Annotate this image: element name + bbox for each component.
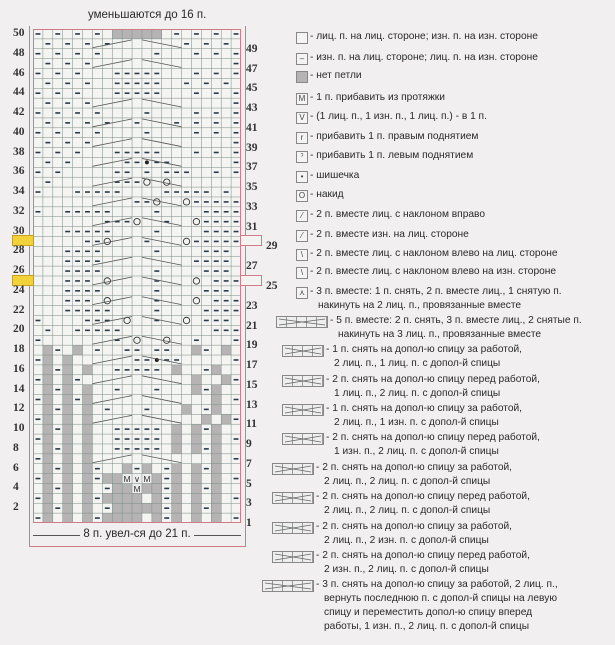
legend-item (296, 69, 362, 83)
cable-2-2-front-icon (272, 492, 314, 504)
row-number-left: 46 (13, 66, 25, 79)
no-stitch-cell (43, 483, 53, 493)
no-stitch-cell (83, 385, 93, 395)
no-stitch-cell (43, 513, 53, 523)
legend-item (282, 373, 540, 401)
no-stitch-cell (152, 513, 162, 523)
legend-text: - 2 п. снять на допол-ю спицу перед работой, (316, 491, 530, 502)
no-stitch-cell (83, 434, 93, 444)
no-stitch-cell (201, 414, 211, 424)
sk2p-icon: ⋏ (296, 287, 308, 299)
legend-item (282, 431, 540, 459)
row-number-left: 34 (13, 185, 25, 198)
no-stitch-cell (172, 424, 182, 434)
no-stitch-cell (43, 375, 53, 385)
row-number-left: 4 (13, 481, 19, 494)
p2tog-icon: ⁄ (296, 230, 308, 242)
no-stitch-cell (63, 483, 73, 493)
no-stitch-cell (83, 424, 93, 434)
no-stitch-cell (43, 454, 53, 464)
no-stitch-cell (43, 385, 53, 395)
no-stitch-cell (211, 365, 221, 375)
legend-text: - шишечка (310, 170, 360, 181)
no-stitch-cell (102, 493, 112, 503)
no-stitch-cell (142, 29, 152, 39)
no-stitch-cell (211, 464, 221, 474)
no-stitch-cell (122, 29, 132, 39)
no-stitch-cell (211, 385, 221, 395)
no-stitch-cell (122, 503, 132, 513)
no-stitch-cell (63, 424, 73, 434)
legend-text-continued: 1 лиц. п., 2 лиц. п. с допол-й спицы (334, 388, 501, 399)
row-number-right: 49 (246, 42, 258, 55)
bottom-caption (33, 528, 241, 540)
no-stitch-cell (112, 503, 122, 513)
legend-text-continued: вернуть последнюю п. с допол-й спицы на левую (324, 593, 557, 604)
no-stitch-cell (191, 483, 201, 493)
top-caption: уменьшаются до 16 п. (88, 9, 207, 21)
no-stitch-cell (152, 483, 162, 493)
no-stitch-cell (112, 483, 122, 493)
no-stitch-cell (43, 414, 53, 424)
bobble-icon: • (296, 171, 308, 183)
row-number-right: 25 (266, 280, 278, 292)
no-stitch-cell (152, 503, 162, 513)
no-stitch-cell (211, 395, 221, 405)
legend-text-continued: 2 лиц. п., 2 изн. п. с допол-й спицы (324, 535, 489, 546)
legend-text: - изн. п. на лиц. стороне; лиц. п. на изн. стороне (310, 52, 538, 63)
no-stitch-cell (83, 493, 93, 503)
no-stitch-cell (191, 493, 201, 503)
extension-row-25-right (240, 275, 262, 286)
no-stitch-cell (83, 513, 93, 523)
legend-text: - лиц. п. на лиц. стороне; изн. п. на изн. стороне (310, 31, 538, 42)
row-number-right: 15 (246, 378, 258, 391)
legend-item (272, 490, 530, 518)
legend-item (282, 402, 522, 430)
row-number-left: 48 (13, 46, 25, 59)
row-number-left: 50 (13, 27, 25, 39)
cable-1-2-back-icon (282, 345, 324, 357)
no-stitch-cell (142, 483, 152, 493)
no-stitch-cell (211, 434, 221, 444)
legend-item (296, 285, 562, 313)
legend-text: - 2 п. снять на допол-ю спицу за работой, (316, 521, 513, 532)
row-number-left: 14 (13, 382, 25, 395)
legend-text: - нет петли (310, 70, 362, 81)
no-stitch-cell (83, 464, 93, 474)
no-stitch-cell (43, 503, 53, 513)
no-stitch-cell (172, 365, 182, 375)
cable-2-1-front-icon (282, 375, 324, 387)
legend-item (296, 130, 478, 144)
legend-text-continued: накинуть на 2 лиц. п., провязанные вместе (318, 300, 522, 311)
no-stitch-cell (112, 513, 122, 523)
purl-square-icon: – (296, 53, 308, 65)
knitting-chart (33, 29, 241, 523)
legend-text: - 2 п. снять на допол-ю спицу за работой, (316, 462, 513, 473)
row-number-left: 38 (13, 145, 25, 158)
legend-text: - 1 п. прибавить из протяжки (310, 92, 445, 103)
no-stitch-cell (122, 493, 132, 503)
no-stitch-cell (172, 434, 182, 444)
no-stitch-cell (63, 444, 73, 454)
make-one-mark: M (123, 473, 131, 484)
make-one-mark: M (143, 473, 151, 484)
legend-item (276, 314, 582, 342)
row-number-right: 19 (246, 339, 258, 352)
no-stitch-cell (43, 345, 53, 355)
no-stitch-cell (83, 444, 93, 454)
row-number-left: 44 (13, 86, 25, 99)
no-stitch-cell (132, 29, 142, 39)
row-number-right: 47 (246, 62, 258, 75)
row-number-right: 43 (246, 102, 258, 115)
legend-item (296, 265, 556, 279)
row-number-left: 20 (13, 323, 25, 336)
no-stitch-cell (112, 29, 122, 39)
cable-2-1-front-purl-icon (282, 433, 324, 445)
no-stitch-cell (83, 454, 93, 464)
legend-text: - прибавить 1 п. левым поднятием (310, 150, 474, 161)
no-stitch-cell (63, 375, 73, 385)
row-number-left: 10 (13, 422, 25, 435)
legend-item (272, 520, 512, 548)
row-number-left: 32 (13, 204, 25, 217)
no-stitch-cell (152, 493, 162, 503)
legend-text: - 1 п. снять на допол-ю спицу за работой, (326, 344, 523, 355)
cable-2-2-back-icon (272, 463, 314, 475)
right-lifted-increase-icon: r (296, 132, 308, 144)
legend-item (262, 578, 558, 634)
bottom-caption-text: 8 п. увел-ся до 21 п. (80, 528, 193, 540)
make-one-mark: M (133, 483, 141, 494)
no-stitch-cell (112, 493, 122, 503)
legend-text: - 2 п. снять на допол-ю спицу перед работой, (326, 432, 540, 443)
no-stitch-cell (102, 474, 112, 484)
legend-text: - 2 п. вместе лиц. с наклоном влево на лиц. стороне (310, 248, 558, 259)
no-stitch-cell (152, 29, 162, 39)
row-number-left: 2 (13, 501, 19, 514)
legend-text: - (1 лиц. п., 1 изн. п., 1 лиц. п.) - в 1 п. (310, 111, 487, 122)
legend-item (296, 91, 445, 105)
no-stitch-cell (142, 503, 152, 513)
no-stitch-cell (211, 493, 221, 503)
cable-1-2-back-purl-icon (282, 404, 324, 416)
row-number-right: 39 (246, 141, 258, 154)
ssk-ws-icon: \ (296, 267, 308, 279)
no-stitch-cell (211, 424, 221, 434)
no-stitch-cell (221, 414, 231, 424)
row-number-right: 5 (246, 477, 252, 490)
no-stitch-cell (172, 464, 182, 474)
no-stitch-cell (63, 503, 73, 513)
row-number-right: 31 (246, 220, 258, 233)
no-stitch-cell (172, 513, 182, 523)
no-stitch-cell (43, 434, 53, 444)
row-number-right: 23 (246, 299, 258, 312)
no-stitch-cell (112, 474, 122, 484)
no-stitch-cell (191, 345, 201, 355)
no-stitch-cell (172, 474, 182, 484)
legend-item (272, 549, 530, 577)
no-stitch-cell (211, 444, 221, 454)
no-stitch-cell (132, 493, 142, 503)
no-stitch-cell (43, 444, 53, 454)
bobble-mark (145, 160, 149, 164)
legend-item (296, 149, 473, 163)
legend-text-continued: 2 лиц. п., 2 лиц. п. с допол-й спицы (324, 505, 491, 516)
legend-text: - накид (310, 189, 344, 200)
no-stitch-cell (63, 493, 73, 503)
row-number-left: 42 (13, 106, 25, 119)
no-stitch-cell (63, 454, 73, 464)
no-stitch-cell (132, 513, 142, 523)
no-stitch-cell (211, 454, 221, 464)
no-stitch-cell (43, 365, 53, 375)
no-stitch-cell (191, 424, 201, 434)
row-number-left: 16 (13, 362, 25, 375)
no-stitch-cell (191, 513, 201, 523)
no-stitch-cell (73, 345, 83, 355)
yarn-over-icon: O (296, 190, 308, 202)
no-stitch-cell (172, 493, 182, 503)
no-stitch-cell (211, 503, 221, 513)
row-number-right: 17 (246, 359, 258, 372)
extension-row-29-right (240, 235, 262, 246)
cable-3-2-complex-icon (262, 580, 314, 592)
no-stitch-cell (122, 464, 132, 474)
no-stitch-cell (63, 513, 73, 523)
no-stitch-icon (296, 71, 308, 83)
row-number-left: 8 (13, 441, 19, 454)
no-stitch-cell (63, 474, 73, 484)
left-lifted-increase-icon: ˀ (296, 151, 308, 163)
row-number-right: 41 (246, 121, 258, 134)
row-number-right: 33 (246, 200, 258, 213)
row-number-right: 21 (246, 319, 258, 332)
no-stitch-cell (191, 375, 201, 385)
cable-2-2-front-purl-icon (272, 551, 314, 563)
legend-text-continued: спицу и переместить допол-ю спицу вперед (324, 607, 533, 618)
row-number-left: 12 (13, 402, 25, 415)
no-stitch-cell (63, 434, 73, 444)
row-number-right: 3 (246, 497, 252, 510)
legend-text: - 5 п. вместе: 2 п. снять, 3 п. вместе лиц., 2 снятые п. (330, 315, 582, 326)
legend-text: - 1 п. снять на допол-ю спицу за работой, (326, 403, 523, 414)
row-number-left: 18 (13, 343, 25, 356)
no-stitch-cell (43, 474, 53, 484)
no-stitch-cell (63, 365, 73, 375)
no-stitch-cell (211, 474, 221, 484)
legend-item (296, 169, 359, 183)
no-stitch-cell (142, 464, 152, 474)
legend-text-continued: накинуть на 3 лиц. п., провязанные вместе (338, 329, 542, 340)
legend-text: - 2 п. снять на допол-ю спицу перед работой, (316, 550, 530, 561)
row-number-right: 7 (246, 457, 252, 470)
make-one-icon: M (296, 93, 308, 105)
k1p1k1-mark: ∨ (133, 473, 141, 484)
no-stitch-cell (182, 404, 192, 414)
no-stitch-cell (63, 414, 73, 424)
no-stitch-cell (43, 404, 53, 414)
legend-text: - 2 п. вместе лиц. с наклоном влево на изн. стороне (310, 266, 557, 277)
no-stitch-cell (221, 345, 231, 355)
row-number-right: 29 (266, 240, 278, 253)
no-stitch-cell (172, 483, 182, 493)
no-stitch-cell (43, 493, 53, 503)
no-stitch-cell (191, 385, 201, 395)
no-stitch-cell (172, 444, 182, 454)
row-number-left: 30 (13, 224, 25, 237)
legend-text: - прибавить 1 п. правым поднятием (310, 131, 479, 142)
legend-item (296, 110, 487, 124)
row-number-right: 11 (246, 418, 257, 431)
no-stitch-cell (43, 464, 53, 474)
no-stitch-cell (191, 503, 201, 513)
legend-item (296, 51, 538, 65)
knit-square-icon (296, 32, 308, 44)
no-stitch-cell (43, 395, 53, 405)
legend-text-continued: работы, 1 изн. п., 2 лиц. п. с допол-й спицы (324, 621, 530, 632)
row-number-right: 35 (246, 181, 258, 194)
no-stitch-cell (122, 483, 132, 493)
no-stitch-cell (211, 404, 221, 414)
row-number-left: 36 (13, 165, 25, 178)
no-stitch-cell (211, 513, 221, 523)
no-stitch-cell (63, 395, 73, 405)
no-stitch-cell (132, 503, 142, 513)
k2tog-icon: ⁄ (296, 210, 308, 222)
no-stitch-cell (191, 434, 201, 444)
no-stitch-cell (83, 503, 93, 513)
legend-item (296, 247, 558, 261)
row-number-right: 37 (246, 161, 258, 174)
legend-text: - 3 п. снять на допол-ю спицу за работой, 2 лиц. п., (316, 579, 558, 590)
no-stitch-cell (83, 365, 93, 375)
legend-text: - 3 п. вместе: 1 п. снять, 2 п. вместе лиц., 1 снятую п. (310, 286, 562, 297)
row-number-left: 22 (13, 303, 25, 316)
legend-item (296, 30, 538, 44)
row-number-left: 24 (13, 283, 25, 296)
legend-text-continued: 2 лиц. п., 2 лиц. п. с допол-й спицы (324, 476, 491, 487)
legend-text-continued: 2 лиц. п., 1 лиц. п. с допол-й спицы (334, 358, 501, 369)
no-stitch-cell (191, 474, 201, 484)
legend-text: - 2 п. снять на допол-ю спицу перед работой, (326, 374, 540, 385)
no-stitch-cell (83, 483, 93, 493)
five-tog-icon (276, 316, 328, 328)
row-number-left: 40 (13, 125, 25, 138)
no-stitch-cell (63, 404, 73, 414)
no-stitch-cell (83, 414, 93, 424)
row-number-right: 1 (246, 517, 252, 530)
cable-2-2-back-purl-icon (272, 522, 314, 534)
k1p1k1-icon: V (296, 112, 308, 124)
no-stitch-cell (63, 385, 73, 395)
no-stitch-cell (211, 483, 221, 493)
row-number-left: 6 (13, 461, 19, 474)
no-stitch-cell (191, 464, 201, 474)
row-number-right: 27 (246, 260, 258, 273)
no-stitch-cell (102, 513, 112, 523)
legend-item (296, 228, 469, 242)
no-stitch-cell (83, 395, 93, 405)
legend-text-continued: 2 лиц. п., 1 изн. п. с допол-й спицы (334, 417, 499, 428)
no-stitch-cell (43, 355, 53, 365)
no-stitch-cell (83, 474, 93, 484)
no-stitch-cell (63, 464, 73, 474)
row-number-left: 28 (13, 244, 25, 257)
legend-item (282, 343, 522, 371)
no-stitch-cell (172, 503, 182, 513)
no-stitch-cell (122, 513, 132, 523)
ssk-icon: \ (296, 249, 308, 261)
no-stitch-cell (83, 404, 93, 414)
legend-text: - 2 п. вместе лиц. с наклоном вправо (310, 209, 485, 220)
row-number-left: 26 (13, 264, 25, 277)
row-number-right: 45 (246, 82, 258, 95)
no-stitch-cell (63, 355, 73, 365)
row-number-right: 9 (246, 438, 252, 451)
legend-text-continued: 1 изн. п., 2 лиц. п. с допол-й спицы (334, 446, 499, 457)
legend-text-continued: 2 изн. п., 2 лиц. п. с допол-й спицы (324, 564, 489, 575)
legend-item (272, 461, 512, 489)
no-stitch-cell (152, 474, 162, 484)
no-stitch-cell (43, 424, 53, 434)
no-stitch-cell (191, 444, 201, 454)
legend-text: - 2 п. вместе изн. на лиц. стороне (310, 229, 469, 240)
legend-item (296, 208, 485, 222)
no-stitch-cell (221, 375, 231, 385)
row-number-right: 13 (246, 398, 258, 411)
legend-item (296, 188, 344, 202)
